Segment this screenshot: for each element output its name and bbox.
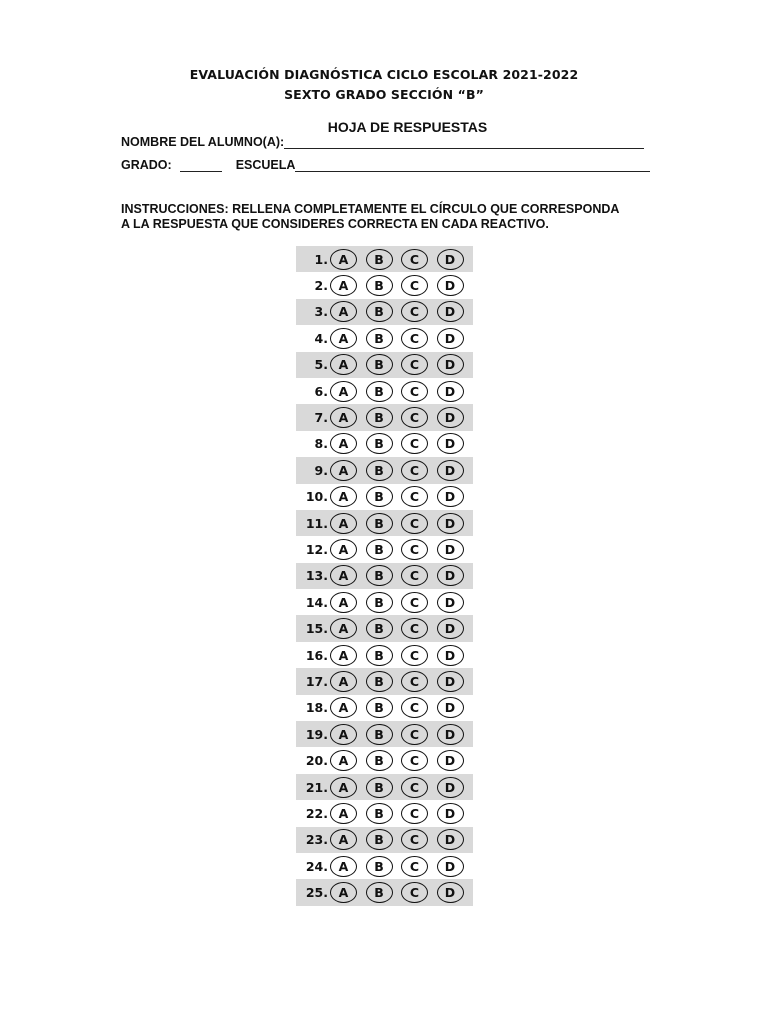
answer-bubble-b[interactable]: B xyxy=(366,645,393,666)
question-number: 11. xyxy=(305,515,328,531)
answer-bubble-c[interactable]: C xyxy=(401,328,428,349)
answer-bubble-a[interactable]: A xyxy=(330,513,357,534)
answer-bubble-d[interactable]: D xyxy=(437,433,464,454)
answer-bubble-a[interactable]: A xyxy=(330,249,357,270)
question-number: 1. xyxy=(314,251,328,267)
answer-bubble-a[interactable]: A xyxy=(330,328,357,349)
answer-bubble-a[interactable]: A xyxy=(330,565,357,586)
question-number: 18. xyxy=(305,700,328,716)
answer-bubble-d[interactable]: D xyxy=(437,249,464,270)
question-row xyxy=(296,272,473,298)
answer-bubble-a[interactable]: A xyxy=(330,381,357,402)
student-name-line[interactable] xyxy=(284,135,644,149)
answer-bubble-b[interactable]: B xyxy=(366,777,393,798)
answer-bubble-a[interactable]: A xyxy=(330,724,357,745)
answer-bubble-b[interactable]: B xyxy=(366,856,393,877)
answer-bubble-a[interactable]: A xyxy=(330,803,357,824)
question-number: 17. xyxy=(305,673,328,689)
answer-bubble-c[interactable]: C xyxy=(401,486,428,507)
answer-bubble-b[interactable]: B xyxy=(366,592,393,613)
answer-bubble-d[interactable]: D xyxy=(437,407,464,428)
question-row xyxy=(296,879,473,905)
answer-bubble-a[interactable]: A xyxy=(330,460,357,481)
answer-bubble-d[interactable]: D xyxy=(437,697,464,718)
answer-bubble-b[interactable]: B xyxy=(366,882,393,903)
answer-bubble-a[interactable]: A xyxy=(330,882,357,903)
answer-bubble-c[interactable]: C xyxy=(401,671,428,692)
answer-bubble-b[interactable]: B xyxy=(366,513,393,534)
instructions-line-1: INSTRUCCIONES: RELLENA COMPLETAMENTE EL CÍRCULO QUE CORRESPONDA xyxy=(121,202,620,216)
question-row xyxy=(296,378,473,404)
question-number: 23. xyxy=(305,832,328,848)
question-row xyxy=(296,747,473,773)
answer-bubble-a[interactable]: A xyxy=(330,671,357,692)
answer-bubble-a[interactable]: A xyxy=(330,486,357,507)
question-row xyxy=(296,827,473,853)
answer-bubble-c[interactable]: C xyxy=(401,750,428,771)
answer-bubble-d[interactable]: D xyxy=(437,724,464,745)
answer-bubble-d[interactable]: D xyxy=(437,301,464,322)
answer-bubble-b[interactable]: B xyxy=(366,275,393,296)
question-row xyxy=(296,774,473,800)
answer-bubble-a[interactable]: A xyxy=(330,777,357,798)
question-number: 9. xyxy=(314,462,328,478)
answer-bubble-c[interactable]: C xyxy=(401,803,428,824)
question-number: 19. xyxy=(305,726,328,742)
answer-bubble-b[interactable]: B xyxy=(366,671,393,692)
question-row xyxy=(296,563,473,589)
answer-bubble-b[interactable]: B xyxy=(366,301,393,322)
answer-bubble-c[interactable]: C xyxy=(401,539,428,560)
question-number: 16. xyxy=(305,647,328,663)
answer-bubble-b[interactable]: B xyxy=(366,407,393,428)
question-row xyxy=(296,800,473,826)
answer-bubble-b[interactable]: B xyxy=(366,433,393,454)
answer-bubble-a[interactable]: A xyxy=(330,618,357,639)
answer-bubble-c[interactable]: C xyxy=(401,777,428,798)
answer-bubble-a[interactable]: A xyxy=(330,592,357,613)
answer-bubble-c[interactable]: C xyxy=(401,592,428,613)
answer-bubble-b[interactable]: B xyxy=(366,724,393,745)
answer-bubble-d[interactable]: D xyxy=(437,618,464,639)
question-row xyxy=(296,853,473,879)
sheet-title: HOJA DE RESPUESTAS xyxy=(327,119,488,135)
question-number: 12. xyxy=(305,541,328,557)
answer-bubble-c[interactable]: C xyxy=(401,645,428,666)
answer-bubble-d[interactable]: D xyxy=(437,486,464,507)
question-number: 8. xyxy=(314,436,328,452)
question-number: 4. xyxy=(314,330,328,346)
answer-bubble-d[interactable]: D xyxy=(437,381,464,402)
question-row xyxy=(296,510,473,536)
exam-title: EVALUACIÓN DIAGNÓSTICA CICLO ESCOLAR 2021-2022 xyxy=(189,67,579,82)
answer-bubble-d[interactable]: D xyxy=(437,513,464,534)
answer-bubble-d[interactable]: D xyxy=(437,539,464,560)
question-number: 10. xyxy=(305,489,328,505)
answer-bubble-a[interactable]: A xyxy=(330,697,357,718)
question-number: 21. xyxy=(305,779,328,795)
answer-bubble-b[interactable]: B xyxy=(366,750,393,771)
answer-bubble-b[interactable]: B xyxy=(366,486,393,507)
student-name-label: NOMBRE DEL ALUMNO(A): xyxy=(121,135,285,149)
answer-bubble-a[interactable]: A xyxy=(330,407,357,428)
answer-bubble-d[interactable]: D xyxy=(437,803,464,824)
answer-bubble-c[interactable]: C xyxy=(401,565,428,586)
school-line[interactable] xyxy=(295,158,650,172)
answer-bubble-b[interactable]: B xyxy=(366,565,393,586)
question-row xyxy=(296,431,473,457)
question-row xyxy=(296,589,473,615)
answer-bubble-b[interactable]: B xyxy=(366,354,393,375)
answer-bubble-d[interactable]: D xyxy=(437,275,464,296)
question-number: 25. xyxy=(305,885,328,901)
answer-bubble-d[interactable]: D xyxy=(437,354,464,375)
answer-bubble-c[interactable]: C xyxy=(401,407,428,428)
answer-bubble-c[interactable]: C xyxy=(401,433,428,454)
student-name-row xyxy=(121,135,644,149)
question-number: 15. xyxy=(305,621,328,637)
answer-bubble-d[interactable]: D xyxy=(437,460,464,481)
question-number: 3. xyxy=(314,304,328,320)
answer-bubble-c[interactable]: C xyxy=(401,381,428,402)
answer-bubble-a[interactable]: A xyxy=(330,645,357,666)
answer-bubble-b[interactable]: B xyxy=(366,829,393,850)
answer-bubble-b[interactable]: B xyxy=(366,249,393,270)
answer-grid xyxy=(296,246,473,906)
question-number: 6. xyxy=(314,383,328,399)
question-number: 2. xyxy=(314,278,328,294)
question-row xyxy=(296,668,473,694)
answer-bubble-d[interactable]: D xyxy=(437,882,464,903)
question-row xyxy=(296,484,473,510)
question-number: 22. xyxy=(305,805,328,821)
answer-bubble-c[interactable]: C xyxy=(401,460,428,481)
answer-bubble-b[interactable]: B xyxy=(366,539,393,560)
question-row xyxy=(296,642,473,668)
question-row xyxy=(296,299,473,325)
question-row xyxy=(296,615,473,641)
answer-bubble-b[interactable]: B xyxy=(366,460,393,481)
school-label: ESCUELA xyxy=(235,158,296,172)
answer-bubble-b[interactable]: B xyxy=(366,328,393,349)
answer-bubble-c[interactable]: C xyxy=(401,301,428,322)
answer-bubble-d[interactable]: D xyxy=(437,592,464,613)
answer-bubble-c[interactable]: C xyxy=(401,724,428,745)
grade-school-row xyxy=(121,158,650,172)
answer-bubble-a[interactable]: A xyxy=(330,433,357,454)
question-row xyxy=(296,457,473,483)
answer-bubble-c[interactable]: C xyxy=(401,856,428,877)
question-number: 13. xyxy=(305,568,328,584)
instructions-line-2: A LA RESPUESTA QUE CONSIDERES CORRECTA EN CADA REACTIVO. xyxy=(121,217,549,231)
answer-bubble-c[interactable]: C xyxy=(401,275,428,296)
question-number: 5. xyxy=(314,357,328,373)
question-number: 20. xyxy=(305,753,328,769)
answer-bubble-b[interactable]: B xyxy=(366,803,393,824)
question-number: 24. xyxy=(305,858,328,874)
question-number: 7. xyxy=(314,410,328,426)
answer-bubble-a[interactable]: A xyxy=(330,829,357,850)
answer-bubble-b[interactable]: B xyxy=(366,618,393,639)
answer-bubble-b[interactable]: B xyxy=(366,381,393,402)
answer-bubble-d[interactable]: D xyxy=(437,645,464,666)
grade-line[interactable] xyxy=(180,158,222,172)
answer-bubble-d[interactable]: D xyxy=(437,777,464,798)
answer-bubble-a[interactable]: A xyxy=(330,856,357,877)
answer-bubble-c[interactable]: C xyxy=(401,249,428,270)
answer-bubble-c[interactable]: C xyxy=(401,882,428,903)
answer-bubble-a[interactable]: A xyxy=(330,539,357,560)
answer-bubble-d[interactable]: D xyxy=(437,856,464,877)
answer-bubble-c[interactable]: C xyxy=(401,697,428,718)
answer-bubble-a[interactable]: A xyxy=(330,750,357,771)
question-row xyxy=(296,721,473,747)
question-row xyxy=(296,695,473,721)
answer-bubble-d[interactable]: D xyxy=(437,328,464,349)
answer-bubble-b[interactable]: B xyxy=(366,697,393,718)
question-row xyxy=(296,404,473,430)
answer-bubble-c[interactable]: C xyxy=(401,513,428,534)
question-row xyxy=(296,536,473,562)
question-row xyxy=(296,352,473,378)
answer-bubble-d[interactable]: D xyxy=(437,829,464,850)
answer-bubble-a[interactable]: A xyxy=(330,301,357,322)
question-number: 14. xyxy=(305,594,328,610)
answer-bubble-d[interactable]: D xyxy=(437,750,464,771)
grade-label: GRADO: xyxy=(121,158,172,172)
question-row xyxy=(296,325,473,351)
answer-bubble-c[interactable]: C xyxy=(401,618,428,639)
answer-bubble-c[interactable]: C xyxy=(401,829,428,850)
question-row xyxy=(296,246,473,272)
answer-bubble-d[interactable]: D xyxy=(437,565,464,586)
exam-subtitle: SEXTO GRADO SECCIÓN “B” xyxy=(284,87,484,102)
answer-bubble-a[interactable]: A xyxy=(330,275,357,296)
answer-bubble-d[interactable]: D xyxy=(437,671,464,692)
answer-bubble-a[interactable]: A xyxy=(330,354,357,375)
answer-bubble-c[interactable]: C xyxy=(401,354,428,375)
